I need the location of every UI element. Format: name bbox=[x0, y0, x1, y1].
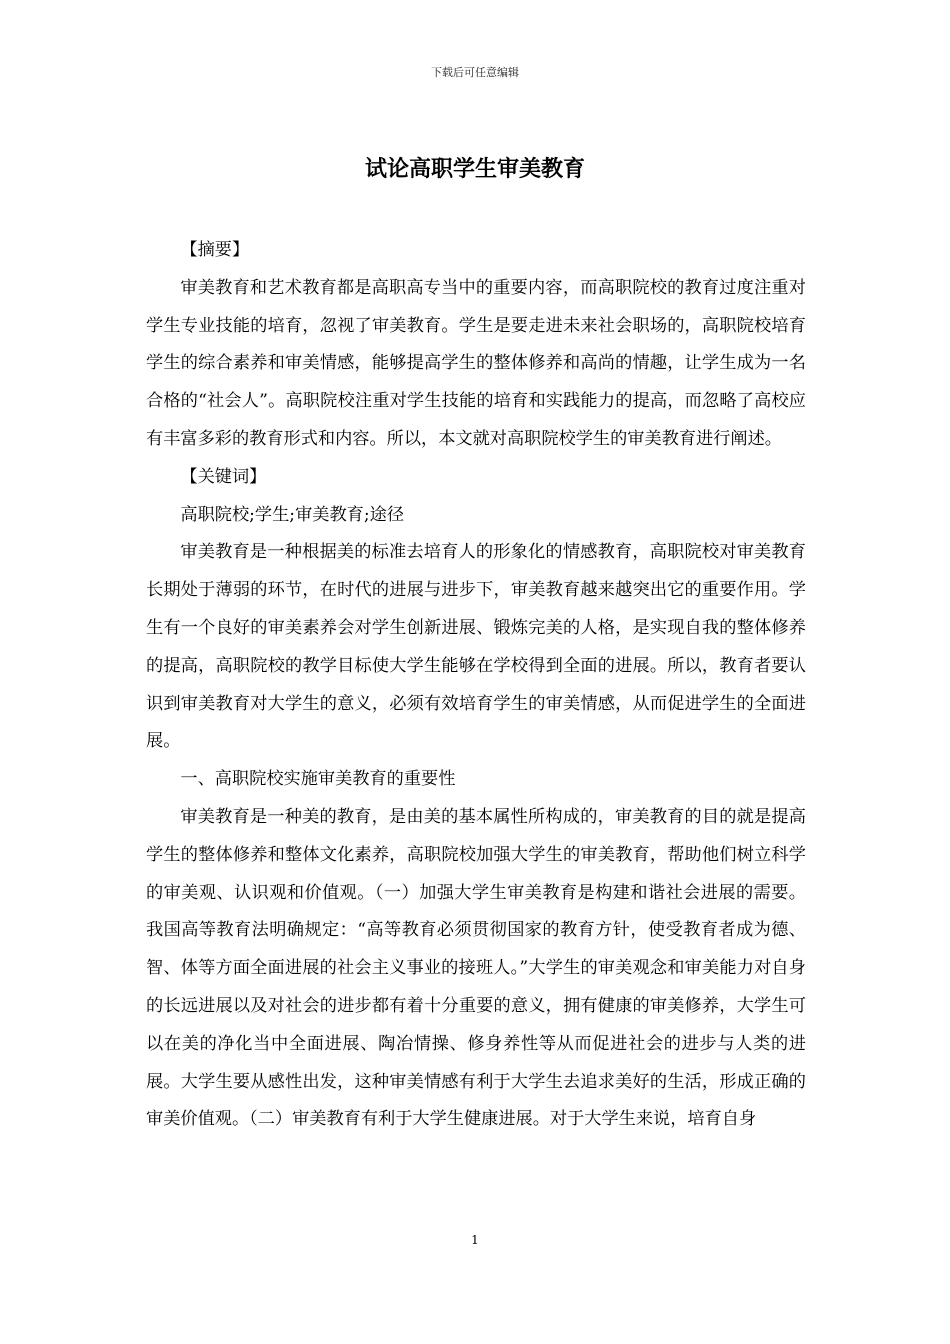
section-heading: 一、高职院校实施审美教育的重要性 bbox=[180, 769, 456, 790]
page-header-note: 下载后可任意编辑 bbox=[431, 66, 519, 79]
document-title: 试论高职学生审美教育 bbox=[364, 157, 585, 182]
section-paragraph: 审美教育是一种美的教育，是由美的基本属性所构成的，审美教育的目的就是提高学生的整体修养和整体文化素养，高职院校加强大学生的审美教育，帮助他们树立科学的审美观、认识观和价值观。（一）加强大学生审美教育是构建和谐社会进展的需要。我国高等教育法明确规定：“高等教育必须贯彻国家的教育方针，使受教育者成为德、智、体等方面全面进展的社会主义事业的接班人。”大学生的审美观念和审美能力对自身的长远进展以及对社会的进步都有着十分重要的意义，拥有健康的审美修养，大学生可以在美的净化当中全面进展、陶冶情操、修身养性等从而促进社会的进步与人类的进展。大学生要从感性出发，这种审美情感有利于大学生去追求美好的生活，形成正确的审美价值观。（二）审美教育有利于大学生健康进展。对于大学生来说，培育自身 bbox=[146, 806, 806, 1130]
document-body bbox=[146, 232, 806, 1139]
intro-paragraph: 审美教育是一种根据美的标准去培育人的形象化的情感教育，高职院校对审美教育长期处于薄弱的环节，在时代的进展与进步下，审美教育越来越突出它的重要作用。学生有一个良好的审美素养会对学生创新进展、锻炼完美的人格，是实现自我的整体修养的提高，高职院校的教学目标使大学生能够在学校得到全面的进展。所以，教育者要认识到审美教育对大学生的意义，必须有效培育学生的审美情感，从而促进学生的全面进展。 bbox=[146, 542, 806, 752]
keywords-paragraph: 高职院校;学生;审美教育;途径 bbox=[180, 504, 405, 525]
page-number: 1 bbox=[471, 1233, 479, 1247]
abstract-heading: 【摘要】 bbox=[180, 240, 250, 260]
abstract-paragraph: 审美教育和艺术教育都是高职高专当中的重要内容，而高职院校的教育过度注重对学生专业技能的培育，忽视了审美教育。学生是要走进未来社会职场的，高职院校培育学生的综合素养和审美情感，能够提高学生的整体修养和高尚的情趣，让学生成为一名合格的“社会人”。高职院校注重对学生技能的培育和实践能力的提高，而忽略了高校应有丰富多彩的教育形式和内容。所以，本文就对高职院校学生的审美教育进行阐述。 bbox=[146, 277, 806, 449]
keywords-heading: 【关键词】 bbox=[180, 466, 267, 487]
